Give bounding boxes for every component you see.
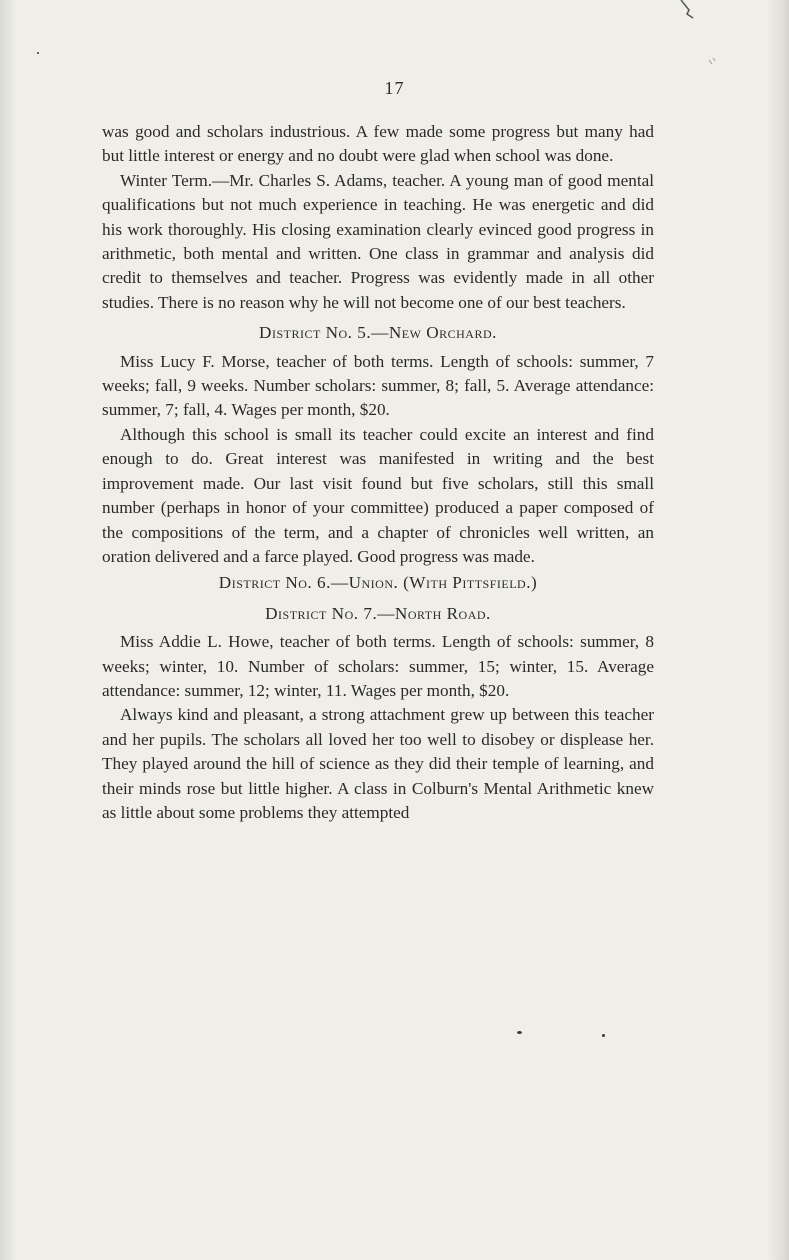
page-right-edge — [767, 0, 789, 1260]
corner-tear-mark — [679, 0, 719, 70]
paragraph: Although this school is small its teacher could excite an interest and find enough to do. Great interest was manifested in writing and the best improvement made. Our last visit found but five scholars, still this small number (perhaps in honor of your committee) produced a paper composed of the compositions of the term, and a chapter of chronicles well written, an oration delivered and a farce played. Good progress was made. — [102, 424, 654, 566]
page-number: 17 — [384, 78, 405, 98]
page-left-edge — [0, 0, 16, 1260]
body-text — [102, 120, 654, 825]
paragraph: was good and scholars industrious. A few made some progress but many had but little interest or energy and no doubt were glad when school was done. — [102, 122, 654, 166]
paragraph: Miss Lucy F. Morse, teacher of both terms. Length of schools: summer, 7 weeks; fall, 9 weeks. Number scholars: summer, 8; fall, 5. Average attendance: summer, 7; fall, 4. Wages per month, $20. — [102, 351, 654, 420]
paragraph: Winter Term.—Mr. Charles S. Adams, teacher. A young man of good mental qualifications but not much experience in teaching. He was energetic and did his work thoroughly. His closing examination clearly evinced good progress in arithmetic, both mental and written. One class in grammar and analysis did credit to themselves and teacher. Progress was evidently made in all other studies. There is no reason why he will not become one of our best teachers. — [102, 170, 654, 312]
section-heading: District No. 7.—North Road. — [265, 603, 491, 623]
paragraph: Miss Addie L. Howe, teacher of both terms. Length of schools: summer, 8 weeks; winter, 10. Number of scholars: summer, 15; winter, 15. Average attendance: summer, 12; winter, 11. Wages per month, $20. — [102, 632, 654, 700]
ink-speck — [517, 1031, 522, 1034]
section-heading: District No. 5.—New Orchard. — [259, 323, 497, 343]
ink-speck — [602, 1034, 605, 1037]
ink-speck — [37, 52, 39, 54]
paragraph: Always kind and pleasant, a strong attachment grew up between this teacher and her pupils. The scholars all loved her too well to disobey or displease her. They played around the hill of science as they did their temple of learning, and their minds rose but little higher. A class in Colburn's Mental Arithmetic knew as little about some problems they attempted — [102, 705, 654, 822]
section-heading: District No. 6.—Union. (With Pittsfield.) — [218, 573, 538, 593]
